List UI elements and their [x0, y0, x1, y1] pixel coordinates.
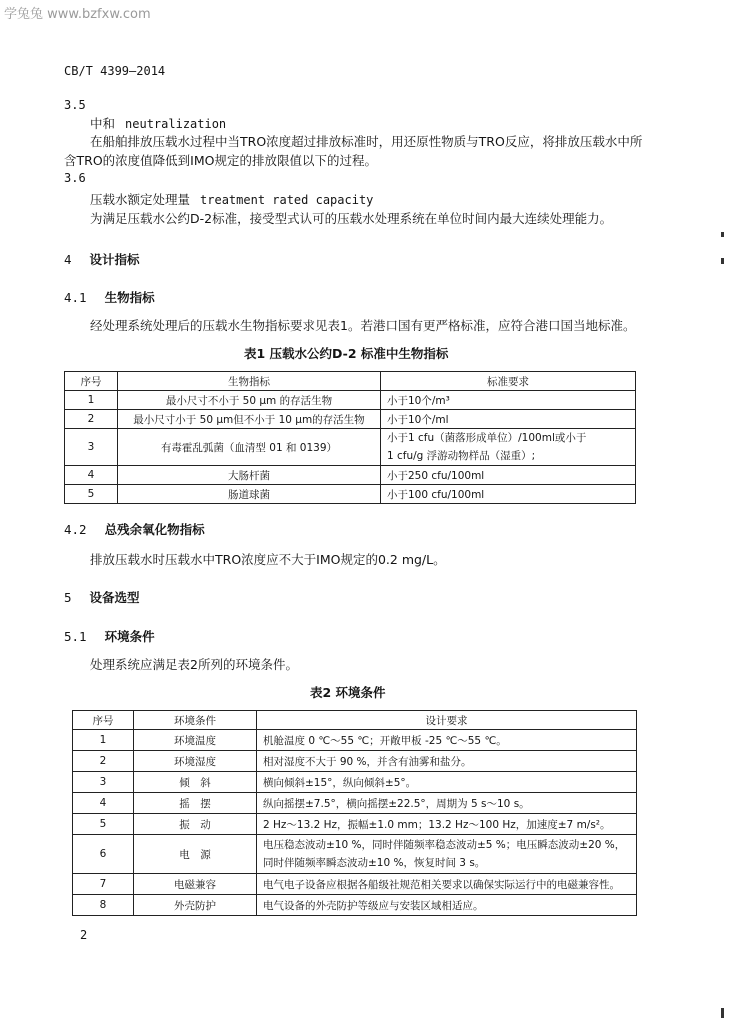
table-cell: 倾 斜	[134, 772, 257, 793]
section-5-1-heading	[64, 627, 155, 645]
table-cell: 横向倾斜±15°，纵向倾斜±5°。	[257, 772, 637, 793]
table-cell: 摇 摆	[134, 793, 257, 814]
table-cell: 相对湿度不大于 90 %，并含有油雾和盐分。	[257, 751, 637, 772]
table-header-cell: 环境条件	[134, 711, 257, 730]
table-cell: 小于10个/ml	[381, 410, 636, 429]
table-row	[65, 466, 636, 485]
table-row	[73, 730, 637, 751]
table-cell: 电气设备的外壳防护等级应与安装区域相适应。	[257, 895, 637, 916]
document-header: CB/T 4399—2014	[64, 64, 166, 78]
section-3-5-number: 3.5	[64, 98, 86, 112]
section-title: 设计指标	[89, 252, 140, 267]
table-cell: 1	[73, 730, 134, 751]
table-header-cell: 生物指标	[118, 372, 381, 391]
section-4-2-heading	[64, 520, 205, 538]
section-3-6-term	[90, 190, 373, 208]
cell-line: 电压稳态波动±10 %，同时伴随频率稳态波动±5 %；电压瞬态波动±20 %，	[263, 839, 626, 851]
table-cell: 6	[73, 835, 134, 874]
section-title: 环境条件	[104, 629, 155, 644]
table-cell: 8	[73, 895, 134, 916]
cell-line: 1 cfu/g 浮游动物样品（湿重）;	[387, 450, 536, 462]
table-cell: 电 源	[134, 835, 257, 874]
section-3-5-definition-line1: 在船舶排放压载水过程中当TRO浓度超过排放标准时，用还原性物质与TRO反应，将排放压载水中所	[90, 134, 643, 149]
table-cell: 4	[73, 793, 134, 814]
table-cell: 最小尺寸不小于 50 μm 的存活生物	[118, 391, 381, 410]
term-cn: 压载水额定处理量	[90, 192, 191, 207]
section-number: 4.1	[64, 290, 87, 305]
table-cell: 环境温度	[134, 730, 257, 751]
table-header-cell: 标准要求	[381, 372, 636, 391]
section-5-heading	[64, 588, 140, 606]
table-row	[73, 814, 637, 835]
table-cell: 5	[65, 485, 118, 504]
table-cell: 小于10个/m³	[381, 391, 636, 410]
section-4-heading	[64, 250, 140, 268]
table-cell: 振 动	[134, 814, 257, 835]
watermark: 学兔兔 www.bzfxw.com	[4, 7, 151, 22]
table-cell: 5	[73, 814, 134, 835]
table-cell: 电气电子设备应根据各船级社规范相关要求以确保实际运行中的电磁兼容性。	[257, 874, 637, 895]
table2	[72, 710, 637, 916]
table-cell: 大肠杆菌	[118, 466, 381, 485]
section-number: 4.2	[64, 522, 87, 537]
table-header-cell: 序号	[73, 711, 134, 730]
table-header-cell: 序号	[65, 372, 118, 391]
table-cell	[381, 429, 636, 466]
term-cn: 中和	[90, 116, 116, 131]
term-en: treatment rated capacity	[200, 193, 374, 207]
table-row	[65, 429, 636, 466]
scan-mark	[721, 258, 724, 264]
table-cell: 小于100 cfu/100ml	[381, 485, 636, 504]
table-row	[65, 391, 636, 410]
table-cell	[257, 835, 637, 874]
table-cell: 2	[73, 751, 134, 772]
table-cell: 肠道球菌	[118, 485, 381, 504]
section-4-1-heading	[64, 288, 155, 306]
table-cell: 3	[73, 772, 134, 793]
table-cell: 1	[65, 391, 118, 410]
section-3-5-definition-line2: 含TRO的浓度值降低到IMO规定的排放限值以下的过程。	[64, 153, 377, 168]
section-title: 设备选型	[89, 590, 140, 605]
table-header-cell: 设计要求	[257, 711, 637, 730]
section-5-1-text: 处理系统应满足表2所列的环境条件。	[90, 657, 298, 672]
section-3-5-term	[90, 114, 226, 132]
table-header-row	[65, 372, 636, 391]
table-cell: 有毒霍乱弧菌（血清型 01 和 0139）	[118, 429, 381, 466]
table-cell: 电磁兼容	[134, 874, 257, 895]
section-3-6-number: 3.6	[64, 171, 86, 185]
section-3-6-definition: 为满足压载水公约D-2标准，接受型式认可的压载水处理系统在单位时间内最大连续处理能力。	[90, 211, 613, 226]
table-row	[73, 874, 637, 895]
section-number: 5.1	[64, 629, 87, 644]
table-header-row	[73, 711, 637, 730]
table-cell: 4	[65, 466, 118, 485]
table-cell: 2	[65, 410, 118, 429]
table-row	[73, 835, 637, 874]
table-row	[73, 895, 637, 916]
scan-mark	[721, 1008, 724, 1018]
section-number: 5	[64, 590, 72, 605]
table-cell: 环境湿度	[134, 751, 257, 772]
table-cell: 外壳防护	[134, 895, 257, 916]
section-number: 4	[64, 252, 72, 267]
section-4-1-text: 经处理系统处理后的压载水生物指标要求见表1。若港口国有更严格标准，应符合港口国当地标准。	[90, 318, 636, 333]
table-row	[73, 751, 637, 772]
table-cell: 小于250 cfu/100ml	[381, 466, 636, 485]
cell-line: 小于1 cfu（菌落形成单位）/100ml或小于	[387, 432, 587, 444]
table-cell: 机舱温度 0 ℃～55 ℃；开敞甲板 -25 ℃～55 ℃。	[257, 730, 637, 751]
section-title: 生物指标	[104, 290, 155, 305]
section-4-2-text: 排放压载水时压载水中TRO浓度应不大于IMO规定的0.2 mg/L。	[90, 552, 446, 567]
term-en: neutralization	[125, 117, 227, 131]
table1	[64, 371, 636, 504]
section-title: 总残余氧化物指标	[104, 522, 205, 537]
table-row	[65, 410, 636, 429]
table-cell: 纵向摇摆±7.5°，横向摇摆±22.5°，周期为 5 s～10 s。	[257, 793, 637, 814]
table-row	[73, 793, 637, 814]
table-cell: 最小尺寸小于 50 μm但不小于 10 μm的存活生物	[118, 410, 381, 429]
table2-caption: 表2 环境条件	[310, 685, 386, 700]
scan-mark	[721, 232, 724, 237]
page-number: 2	[80, 928, 88, 942]
table-cell: 3	[65, 429, 118, 466]
table-row	[65, 485, 636, 504]
table-cell: 7	[73, 874, 134, 895]
cell-line: 同时伴随频率瞬态波动±10 %，恢复时间 3 s。	[263, 857, 486, 869]
table-row	[73, 772, 637, 793]
table1-caption: 表1 压载水公约D-2 标准中生物指标	[244, 346, 449, 361]
table-cell: 2 Hz～13.2 Hz，振幅±1.0 mm；13.2 Hz～100 Hz，加速度±7 m/s²。	[257, 814, 637, 835]
